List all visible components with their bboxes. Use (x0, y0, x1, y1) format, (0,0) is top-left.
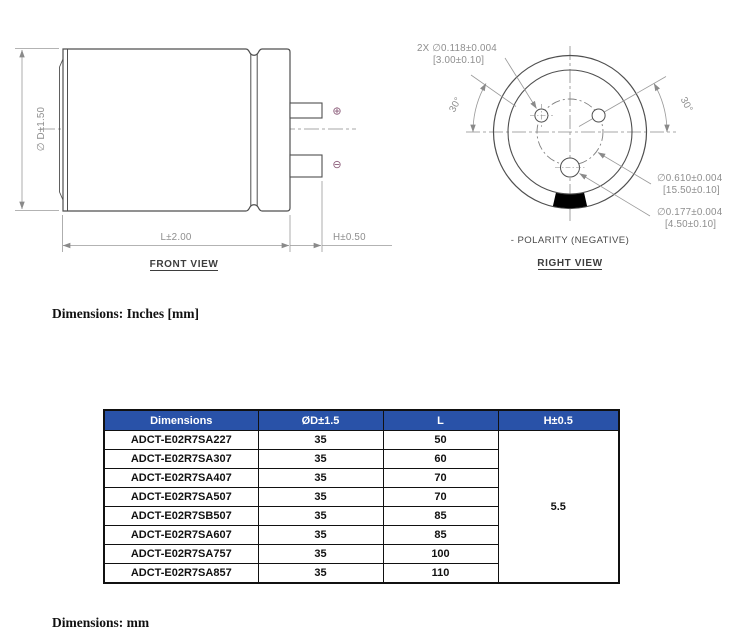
right-view (417, 43, 723, 270)
front-view (15, 49, 392, 271)
neg-pin-label-line2: [4.50±0.10] (665, 219, 717, 230)
h-dim-label: H±0.50 (333, 232, 366, 243)
cell-diameter: 35 (258, 545, 383, 564)
cell-part: ADCT-E02R7SB507 (104, 507, 258, 526)
table-header-row (104, 410, 619, 431)
cell-part: ADCT-E02R7SA507 (104, 488, 258, 507)
polarity-note: - POLARITY (NEGATIVE) (510, 235, 630, 246)
cell-part: ADCT-E02R7SA227 (104, 431, 258, 450)
left-angle-arc (473, 84, 486, 133)
pin-hole-right (592, 109, 605, 122)
cell-diameter: 35 (258, 526, 383, 545)
dimensions-table (103, 409, 620, 584)
length-dim-label: L±2.00 (160, 232, 192, 243)
cell-length: 85 (383, 507, 498, 526)
cell-diameter: 35 (258, 450, 383, 469)
units-note-bottom: Dimensions: mm (52, 615, 150, 630)
technical-drawing (0, 0, 730, 300)
cell-part: ADCT-E02R7SA607 (104, 526, 258, 545)
cell-length: 70 (383, 488, 498, 507)
cell-part: ADCT-E02R7SA407 (104, 469, 258, 488)
cell-diameter: 35 (258, 564, 383, 584)
header-diameter: ØD±1.5 (258, 410, 383, 431)
header-dimensions: Dimensions (104, 410, 258, 431)
right-view-title: RIGHT VIEW (537, 258, 603, 269)
cell-length: 85 (383, 526, 498, 545)
left-angle-label: 30° (447, 95, 465, 115)
neg-pin-label-line1: ∅0.177±0.004 (657, 207, 723, 218)
neg-pin-label-leader (580, 174, 651, 217)
minus-polarity-icon: ⊖ (332, 159, 342, 171)
cell-diameter: 35 (258, 488, 383, 507)
header-length: L (383, 410, 498, 431)
cell-part: ADCT-E02R7SA757 (104, 545, 258, 564)
cell-length: 70 (383, 469, 498, 488)
positive-terminal (290, 103, 322, 118)
cell-height-merged: 5.5 (498, 431, 619, 584)
front-view-title: FRONT VIEW (149, 259, 219, 270)
negative-terminal (290, 155, 322, 177)
pin-label-line1: 2X ∅0.118±0.004 (417, 43, 497, 54)
cell-length: 100 (383, 545, 498, 564)
cell-diameter: 35 (258, 507, 383, 526)
cell-part: ADCT-E02R7SA857 (104, 564, 258, 584)
cell-part: ADCT-E02R7SA307 (104, 450, 258, 469)
table-row (104, 431, 619, 450)
right-angle-label: 30° (677, 95, 695, 115)
cell-length: 60 (383, 450, 498, 469)
cell-length: 50 (383, 431, 498, 450)
header-height: H±0.5 (498, 410, 619, 431)
right-30deg-radial (579, 77, 666, 127)
cell-diameter: 35 (258, 469, 383, 488)
diameter-dim-label: ∅ D±1.50 (36, 106, 47, 152)
pitch-label-line2: [15.50±0.10] (663, 185, 720, 196)
right-angle-arc (654, 84, 667, 133)
pitch-label-leader (598, 153, 651, 185)
cell-length: 110 (383, 564, 498, 584)
pin-label-line2: [3.00±0.10] (433, 55, 485, 66)
units-note-top: Dimensions: Inches [mm] (52, 306, 199, 321)
cell-diameter: 35 (258, 431, 383, 450)
capacitor-body (63, 49, 290, 211)
polarity-marker (553, 193, 587, 208)
pitch-label-line1: ∅0.610±0.004 (657, 173, 723, 184)
plus-polarity-icon: ⊕ (332, 105, 342, 118)
